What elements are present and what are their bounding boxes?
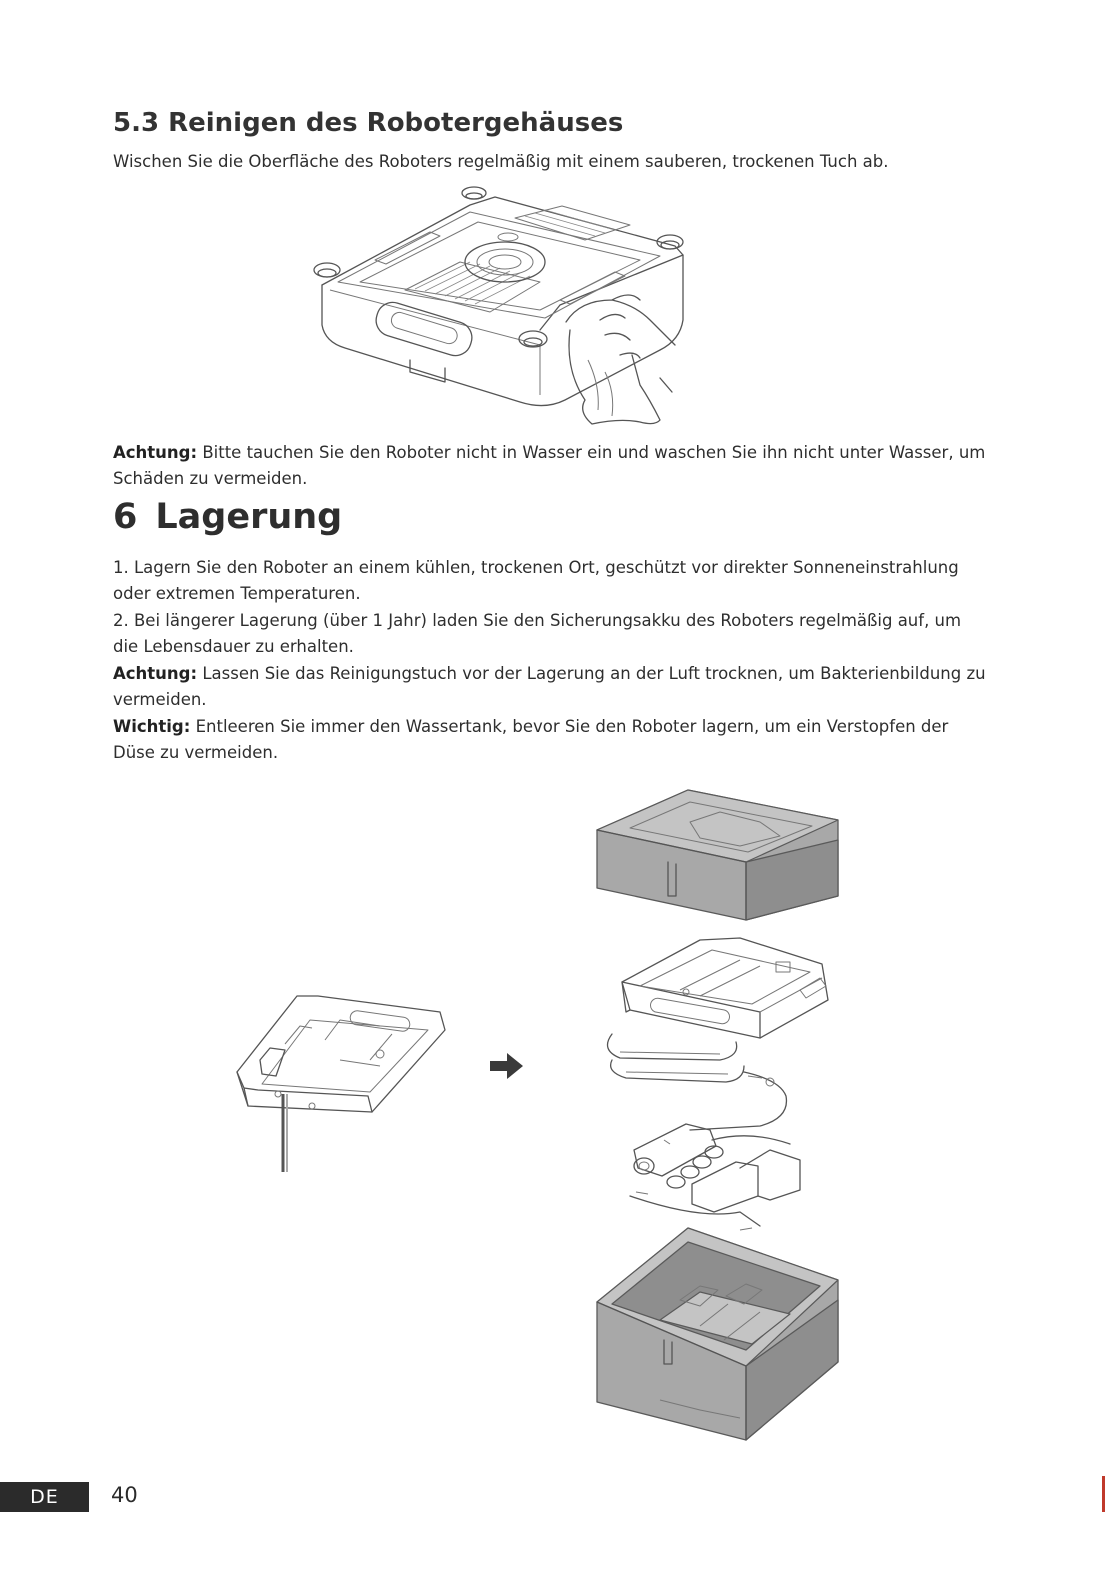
warning-text: Bitte tauchen Sie den Roboter nicht in Wasser ein und waschen Sie ihn nicht unter Wasser, um	[197, 443, 986, 462]
language-badge: DE	[0, 1482, 89, 1512]
section-5-3-warning-line2: Schäden zu vermeiden.	[113, 469, 308, 488]
storage-warning-label: Achtung:	[113, 664, 198, 683]
section-5-3-intro: Wischen Sie die Oberfläche des Roboters regelmäßig mit einem sauberen, trockenen Tuch ab.	[113, 152, 889, 171]
foam-base-icon	[597, 1228, 838, 1440]
storage-item-2-line1: 2. Bei längerer Lagerung (über 1 Jahr) laden Sie den Sicherungsakku des Roboters regelmäßig auf, um	[113, 611, 962, 630]
section-6-number: 6	[113, 497, 138, 537]
accessories-icon	[630, 1124, 800, 1230]
storage-item-1-line1: 1. Lagern Sie den Roboter an einem kühlen, trockenen Ort, geschützt vor direkter Sonneneinstrahlung	[113, 558, 959, 577]
storage-important-label: Wichtig:	[113, 717, 191, 736]
storage-item-2-line2: die Lebensdauer zu erhalten.	[113, 637, 354, 656]
storage-warning-line2: vermeiden.	[113, 690, 207, 709]
storage-important-line2: Düse zu vermeiden.	[113, 743, 279, 762]
robot-draining-icon	[237, 996, 445, 1172]
storage-item-1-line2: oder extremen Temperaturen.	[113, 584, 361, 603]
robot-packed-icon	[608, 938, 829, 1130]
storage-important-text: Entleeren Sie immer den Wassertank, bevor Sie den Roboter lagern, um ein Verstopfen der	[190, 717, 949, 736]
section-6-title: Lagerung	[155, 497, 343, 537]
page-number: 40	[111, 1483, 138, 1507]
page-edge-marker	[1102, 1476, 1105, 1512]
section-5-3-title: 5.3 Reinigen des Robotergehäuses	[113, 108, 624, 138]
foam-lid-icon	[597, 790, 838, 920]
warning-label: Achtung:	[113, 443, 198, 462]
arrow-right-icon	[490, 1053, 523, 1079]
storage-warning-text: Lassen Sie das Reinigungstuch vor der Lagerung an der Luft trocknen, um Bakterienbildung zu	[197, 664, 986, 683]
